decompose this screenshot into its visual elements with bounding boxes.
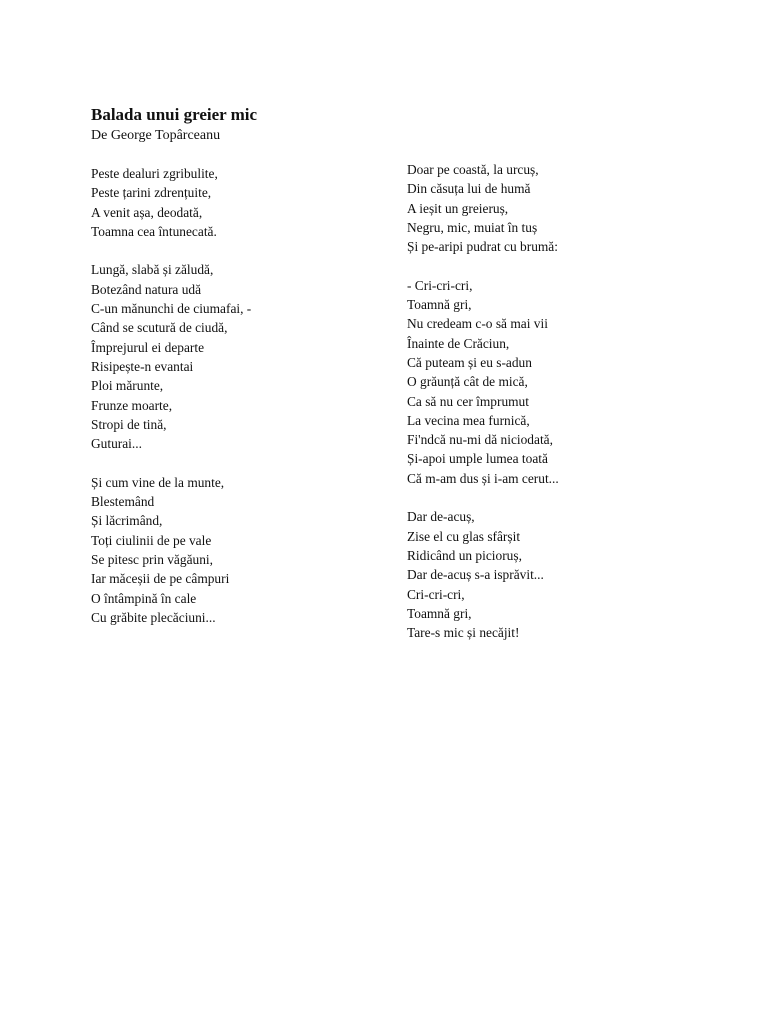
poem-title: Balada unui greier mic — [91, 105, 258, 124]
poem-line: Și-apoi umple lumea toată — [407, 451, 548, 467]
poem-line: Toamnă gri, — [407, 605, 472, 621]
poem-line: Peste țarini zdrențuite, — [91, 185, 212, 201]
poem-line: A venit așa, deodată, — [91, 204, 203, 220]
poem-line: Stropi de tină, — [91, 416, 167, 432]
poem-line: Și lăcrimând, — [91, 513, 163, 529]
poem-line: Toamnă gri, — [407, 297, 472, 313]
poem-line: O întâmpină în cale — [91, 590, 197, 606]
poem-line: Zise el cu glas sfârșit — [407, 528, 521, 544]
poem-line: Înainte de Crăciun, — [407, 335, 510, 351]
poem-line: A ieșit un greieruș, — [407, 200, 509, 216]
stanza — [407, 276, 559, 488]
poem-line: Tare-s mic și necăjit! — [407, 625, 520, 641]
poem-line: Ploi mărunte, — [91, 378, 164, 394]
poem-line: Și cum vine de la munte, — [91, 474, 225, 490]
poem-line: Împrejurul ei departe — [91, 339, 205, 355]
poem-line: Cri-cri-cri, — [407, 586, 465, 602]
poem-line: - Cri-cri-cri, — [407, 277, 473, 293]
poem-line: Din căsuța lui de humă — [407, 181, 531, 197]
poem-line: Se pitesc prin văgăuni, — [91, 551, 213, 567]
poem-line: Negru, mic, muiat în tuș — [407, 219, 538, 235]
poem-line: Dar de-acuș s-a isprăvit... — [407, 567, 544, 583]
poem-line: Dar de-acuș, — [407, 509, 475, 525]
stanza — [91, 473, 251, 627]
poem-line: Risipește-n evantai — [91, 358, 194, 374]
poem-line: La vecina mea furnică, — [407, 412, 530, 428]
poem-line: Că puteam și eu s-adun — [407, 354, 532, 370]
stanza — [407, 507, 559, 642]
poem-column-left — [91, 164, 251, 646]
poem-line: C-un mănunchi de ciumafai, - — [91, 301, 252, 317]
poem-line: Și pe-aripi pudrat cu brumă: — [407, 239, 558, 255]
poem-column-right — [407, 160, 559, 662]
poem-line: Toamna cea întunecată. — [91, 223, 217, 239]
poem-line: Blestemând — [91, 494, 155, 510]
poem-line: Cu grăbite plecăciuni... — [91, 609, 216, 625]
poem-line: Toți ciulinii de pe vale — [91, 532, 212, 548]
poem-line: Lungă, slabă și zăludă, — [91, 262, 214, 278]
poem-line: Botezând natura udă — [91, 281, 202, 297]
poem-line: Peste dealuri zgribulite, — [91, 166, 218, 181]
poem-line: Ca să nu cer împrumut — [407, 393, 529, 409]
poem-line: Doar pe coastă, la urcuș, — [407, 162, 539, 177]
poem-line: Frunze moarte, — [91, 397, 173, 413]
poem-line: O grăunță cât de mică, — [407, 374, 528, 390]
poem-line: Când se scutură de ciudă, — [91, 320, 228, 336]
poem-line: Nu credeam c-o să mai vii — [407, 316, 548, 332]
stanza — [91, 164, 251, 241]
poem-line: Că m-am dus și i-am cerut... — [407, 470, 559, 486]
poem-line: Fi'ndcă nu-mi dă niciodată, — [407, 432, 553, 448]
poem-line: Ridicând un picioruș, — [407, 547, 522, 563]
stanza — [407, 160, 559, 256]
poem-line: Guturai... — [91, 436, 142, 452]
stanza — [91, 260, 251, 453]
poem-line: Iar măceșii de pe câmpuri — [91, 571, 230, 587]
poem-author: De George Topârceanu — [91, 128, 221, 143]
